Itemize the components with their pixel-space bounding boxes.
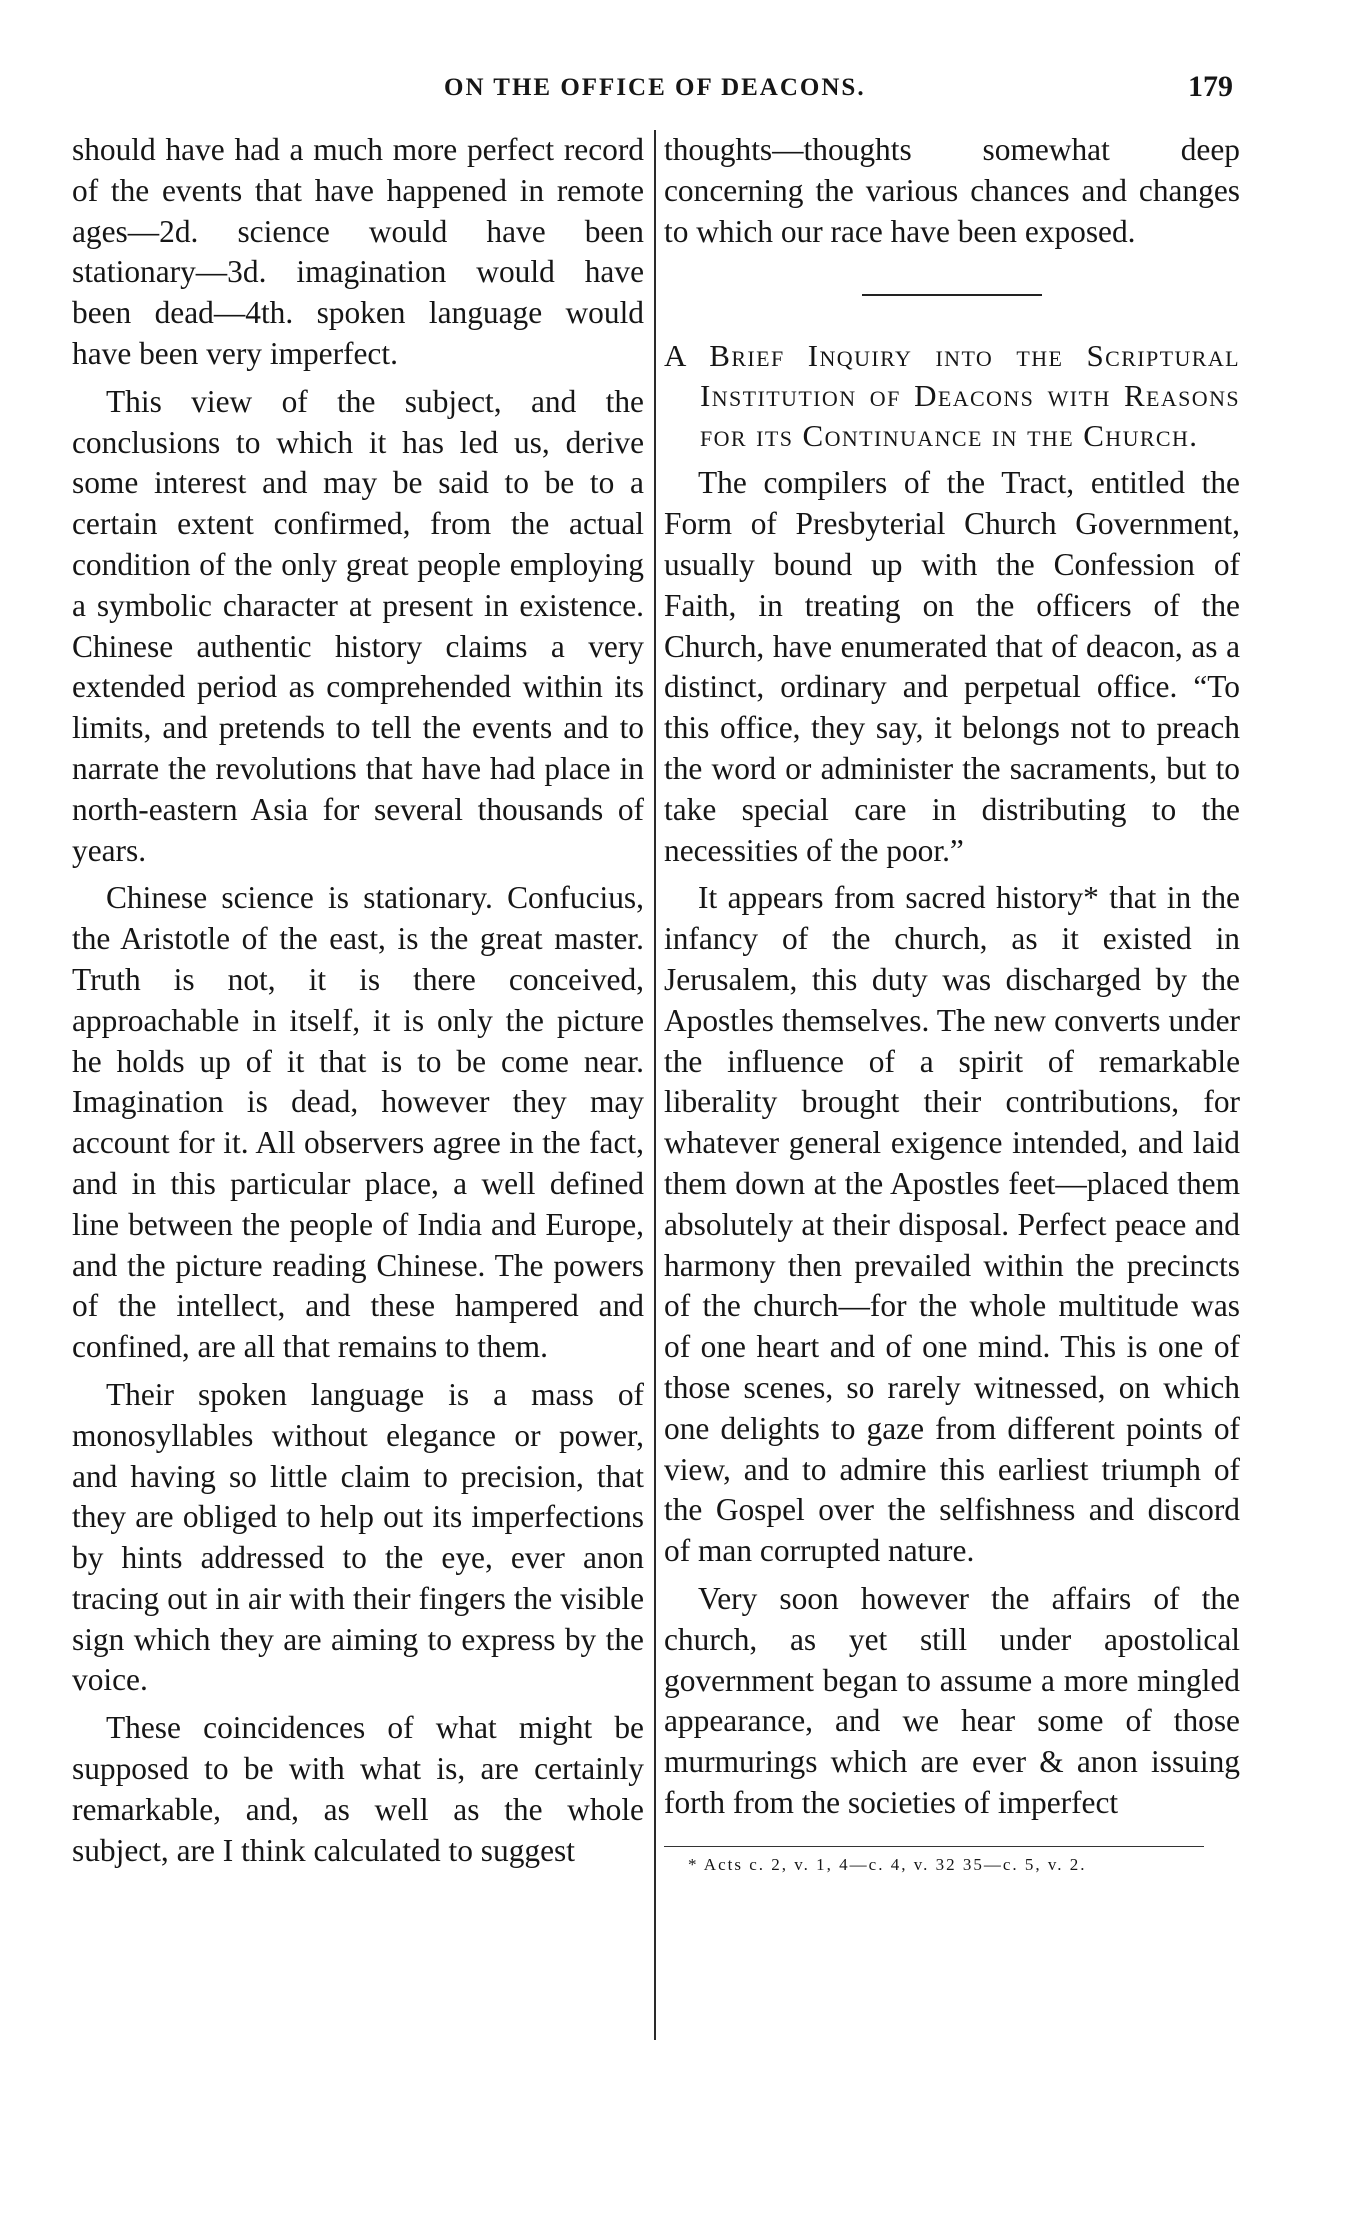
article-heading: A Brief Inquiry into the Scriptural Institution of Deacons with Reasons for its Continuance in the Church. <box>664 338 1240 454</box>
footnote-rule <box>664 1846 1204 1847</box>
right-paragraph-1: The compilers of the Tract, entitled the Form of Presbyterial Church Government, usually bound up with the Confession of Faith, in treating on the officers of the Church, have enumerated that of deacon, as a distinct, ordinary and perpetual office. “To this office, they say, it belongs not to preach the word or administer the sacraments, but to take special care in distributing to the necessities of the poor.” <box>664 465 1240 868</box>
footnote: * Acts c. 2, v. 1, 4—c. 4, v. 32 35—c. 5, v. 2. <box>688 1854 1087 1874</box>
left-paragraph-4: Their spoken language is a mass of monosyllables without elegance or power, and having so little claim to precision, that they are obliged to help out its imperfections by hints addressed to the eye, ever anon tracing out in air with their fingers the visible sign which they are aiming to express by the voice. <box>72 1376 644 1698</box>
left-paragraph-1: should have had a much more perfect record of the events that have happened in remote ages—2d. science would have been stationary—3d. imagination would have been dead—4th. spoken language would have been very imperfect. <box>72 132 644 371</box>
right-continuation: thoughts—thoughts somewhat deep concerning the various chances and changes to which our race have been exposed. <box>664 132 1240 249</box>
left-paragraph-5: These coincidences of what might be supposed to be with what is, are certainly remarkable, and, as well as the whole subject, are I think calculated to suggest <box>72 1710 644 1868</box>
left-column <box>72 130 644 1871</box>
section-separator <box>862 294 1042 296</box>
left-paragraph-2: This view of the subject, and the conclusions to which it has led us, derive some interest and may be said to be to a certain extent confirmed, from the actual condition of the only great people employing a symbolic character at present in existence. Chinese authentic history claims a very extended period as comprehended within its limits, and pretends to tell the events and to narrate the revolutions that have had place in north-eastern Asia for several thousands of years. <box>72 383 644 868</box>
page-number: 179 <box>1188 70 1233 103</box>
left-paragraph-3: Chinese science is stationary. Confucius, the Aristotle of the east, is the great master. Truth is not, it is there conceived, approachable in itself, it is only the picture he holds up of it that is to be come near. Imagination is dead, however they may account for it. All observers agree in the fact, and in this particular place, a well defined line between the people of India and Europe, and the picture reading Chinese. The powers of the intellect, and these hampered and confined, are all that remains to them. <box>72 880 644 1365</box>
right-column <box>664 130 1240 1877</box>
right-paragraph-3: Very soon however the affairs of the church, as yet still under apostolical government began to assume a more mingled appearance, and we hear some of those murmurings which are ever & anon issuing forth from the societies of imperfect <box>664 1580 1240 1820</box>
running-head <box>0 70 1352 114</box>
right-paragraph-2: It appears from sacred history* that in the infancy of the church, as it existed in Jerusalem, this duty was discharged by the Apostles themselves. The new converts under the influence of a spirit of remarkable liberality brought their contributions, for whatever general exigence intended, and laid them down at the Apostles feet—placed them absolutely at their disposal. Perfect peace and harmony then prevailed within the precincts of the church—for the whole multitude was of one heart and of one mind. This is one of those scenes, so rarely witnessed, on which one delights to gaze from different points of view, and to admire this earliest triumph of the Gospel over the selfishness and discord of man corrupted nature. <box>664 880 1240 1569</box>
column-divider <box>654 130 656 2040</box>
running-title: ON THE OFFICE OF DEACONS. <box>444 74 866 101</box>
